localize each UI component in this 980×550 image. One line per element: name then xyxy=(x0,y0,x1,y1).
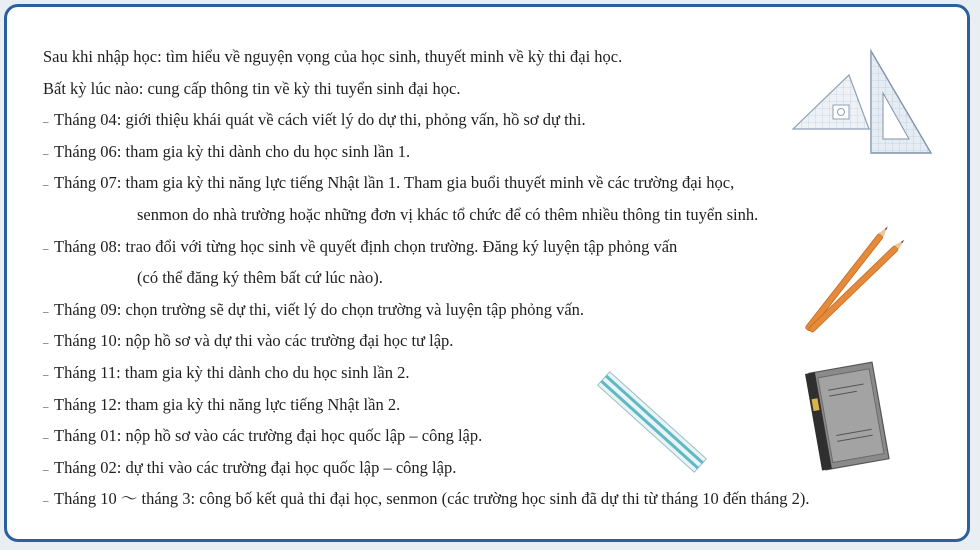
line-8: – Tháng 09: chọn trường sẽ dự thi, viết lý do chọn trường và luyện tập phỏng vấn. xyxy=(43,294,923,326)
content-card xyxy=(4,4,970,542)
dash-marker: – xyxy=(43,400,49,413)
dash-marker: – xyxy=(43,432,49,445)
triangle-ruler-icon xyxy=(787,45,937,157)
line-14: – Tháng 10 〜 tháng 3: công bố kết quả thi đại học, senmon (các trường học sinh đã dự thi từ tháng 10 đến tháng 2). xyxy=(43,483,923,515)
dash-marker: – xyxy=(43,116,49,129)
line-11: – Tháng 12: tham gia kỳ thi năng lực tiếng Nhật lần 2. xyxy=(43,389,923,421)
notebook-icon xyxy=(803,357,895,475)
line-9: – Tháng 10: nộp hồ sơ và dự thi vào các trường đại học tư lập. xyxy=(43,325,923,357)
line-10: – Tháng 11: tham gia kỳ thi dành cho du học sinh lần 2. xyxy=(43,357,923,389)
line-2: – Tháng 04: giới thiệu khái quát về cách viết lý do dự thi, phỏng vấn, hồ sơ dự thi. xyxy=(43,104,923,136)
line-5: senmon do nhà trường hoặc những đơn vị khác tổ chức để có thêm nhiều thông tin tuyển sinh. xyxy=(137,204,759,224)
dash-marker: – xyxy=(43,463,49,476)
line-6: – Tháng 08: trao đổi với từng học sinh về quyết định chọn trường. Đăng ký luyện tập phỏng vấn xyxy=(43,231,923,263)
line-1: Bất kỳ lúc nào: cung cấp thông tin về kỳ thi tuyển sinh đại học. xyxy=(43,78,461,98)
dash-marker: – xyxy=(43,242,49,255)
line-13: – Tháng 02: dự thi vào các trường đại học quốc lập – công lập. xyxy=(43,452,923,484)
dash-marker: – xyxy=(43,179,49,192)
line-4: – Tháng 07: tham gia kỳ thi năng lực tiếng Nhật lần 1. Tham gia buổi thuyết minh về các trường đại học, xyxy=(43,167,923,199)
dash-marker: – xyxy=(43,147,49,160)
dash-marker: – xyxy=(43,305,49,318)
dash-marker: – xyxy=(43,495,49,508)
line-3: – Tháng 06: tham gia kỳ thi dành cho du học sinh lần 1. xyxy=(43,136,923,168)
pencils-icon xyxy=(787,225,917,337)
line-7: (có thể đăng ký thêm bất cứ lúc nào). xyxy=(137,268,383,288)
line-0: Sau khi nhập học: tìm hiểu về nguyện vọng của học sinh, thuyết minh về kỳ thi đại học. xyxy=(43,47,623,66)
dash-marker: – xyxy=(43,368,49,381)
dash-marker: – xyxy=(43,337,49,350)
ruler-icon xyxy=(597,369,707,475)
line-12: – Tháng 01: nộp hồ sơ vào các trường đại học quốc lập – công lập. xyxy=(43,420,923,452)
